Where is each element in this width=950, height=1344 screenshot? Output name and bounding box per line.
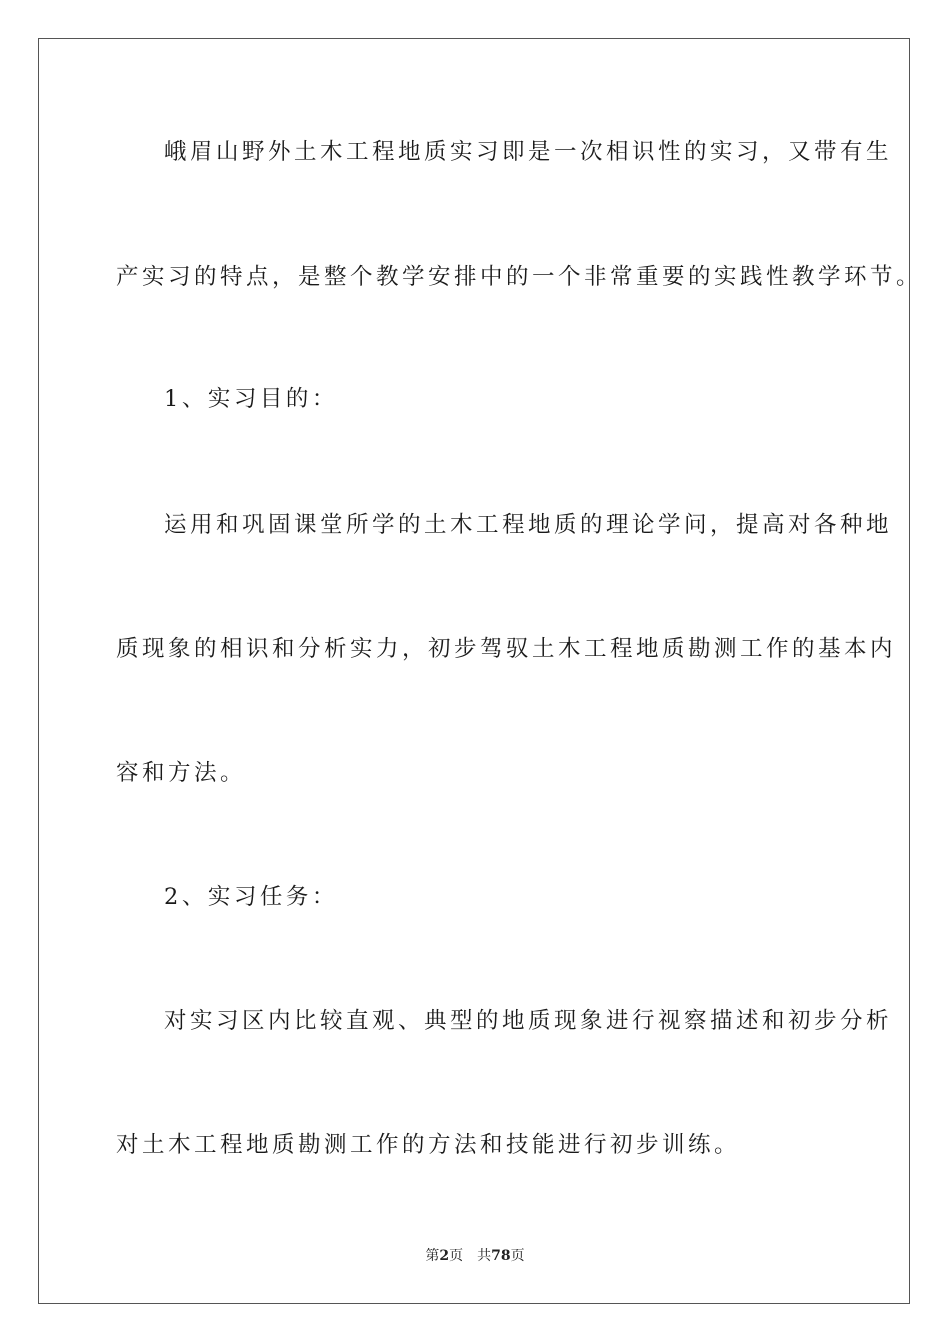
paragraph-purpose-line-2: 质现象的相识和分析实力，初步驾驭土木工程地质勘测工作的基本内 [116, 636, 897, 662]
footer-page-suffix: 页 [449, 1248, 464, 1264]
heading-practice-tasks: 2、实习任务： [164, 884, 338, 910]
footer-page-number: 2 [439, 1248, 450, 1264]
paragraph-tasks-line-2: 对土木工程地质勘测工作的方法和技能进行初步训练。 [116, 1132, 741, 1158]
footer-total-prefix: 共 [477, 1248, 492, 1264]
page-footer [0, 1247, 950, 1265]
footer-total-pages: 78 [491, 1248, 511, 1264]
heading-practice-purpose: 1、实习目的： [164, 386, 338, 412]
paragraph-tasks-line-1: 对实习区内比较直观、典型的地质现象进行视察描述和初步分析 [164, 1008, 893, 1034]
paragraph-purpose-line-1: 运用和巩固课堂所学的土木工程地质的理论学问，提高对各种地 [164, 512, 893, 538]
paragraph-intro-line-1: 峨眉山野外土木工程地质实习即是一次相识性的实习，又带有生 [164, 139, 893, 165]
paragraph-purpose-line-3: 容和方法。 [116, 760, 247, 786]
paragraph-intro-line-2: 产实习的特点，是整个教学安排中的一个非常重要的实践性教学环节。 [116, 264, 923, 290]
page-border [38, 38, 923, 1304]
footer-total-suffix: 页 [510, 1248, 525, 1264]
footer-page-prefix: 第 [425, 1248, 440, 1264]
